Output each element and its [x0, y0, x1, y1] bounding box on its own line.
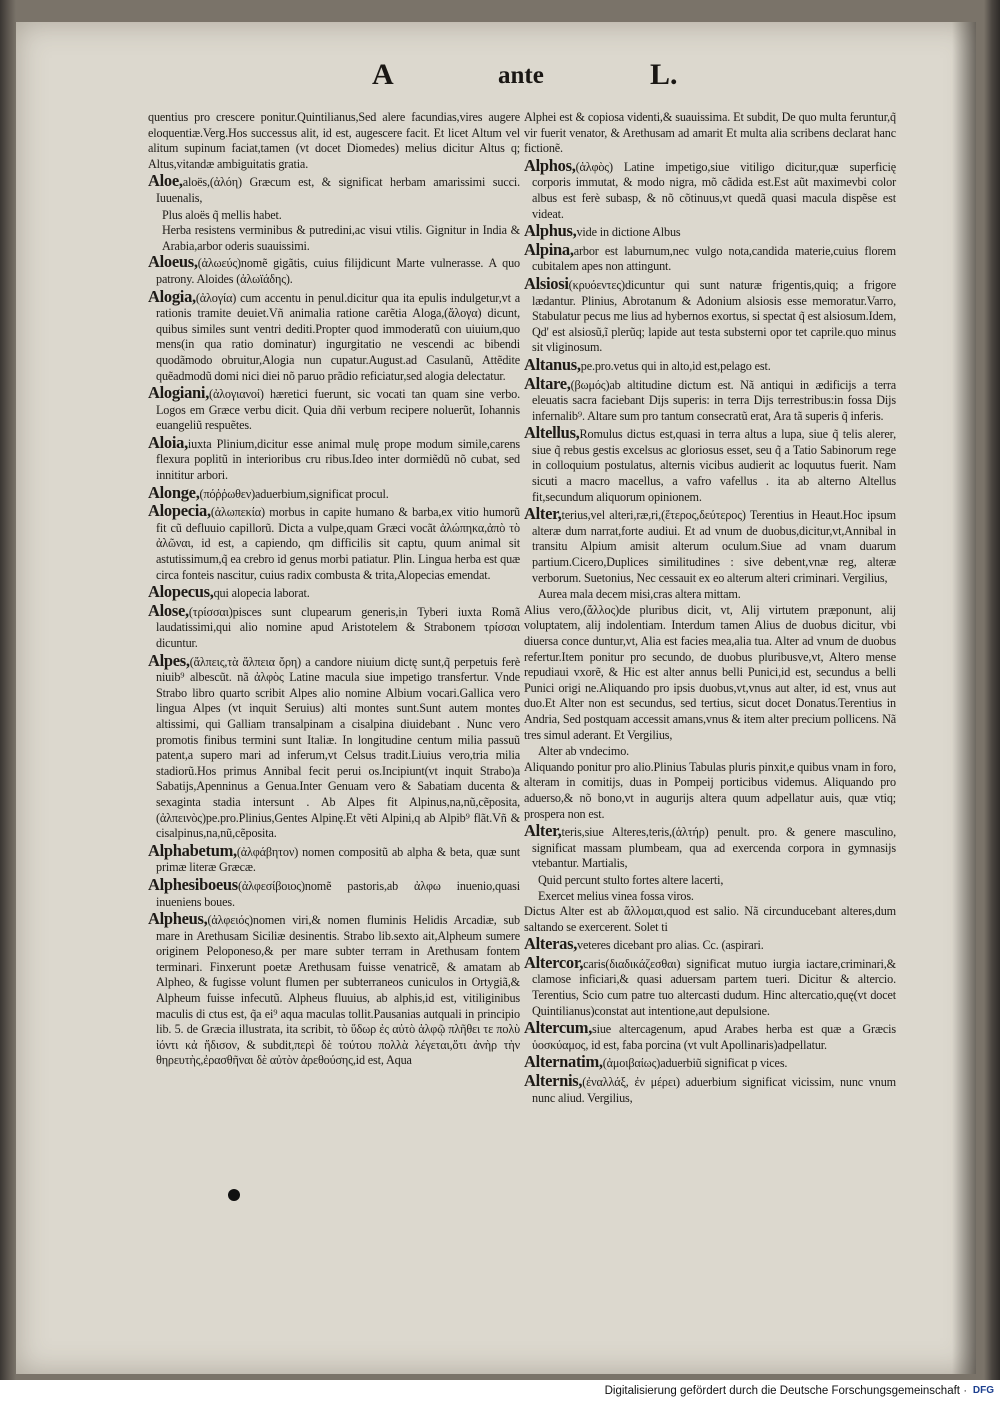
book-page	[16, 22, 976, 1374]
dictionary-entry	[148, 286, 520, 385]
entry-headword: Alogia,	[148, 286, 196, 306]
right-column	[524, 110, 896, 1107]
entry-headword: Aloe,	[148, 171, 183, 191]
dictionary-entry	[524, 936, 896, 954]
dictionary-entry	[524, 952, 896, 1019]
footer-credit: Digitalisierung gefördert durch die Deutsche Forschungsgemeinschaft	[604, 1385, 960, 1397]
entry-text: (ἀλφὸς) Latine impetigo,siue vitiligo dicitur,quæ superficię corporis immutat, & modo nigra, mõ cãdida est.Est aũt maximevbi color albus est ferè subasp, & nõ cõtinuus,vt quedã quasi macula dispẽse est videat.	[532, 159, 896, 221]
dictionary-entry	[148, 503, 520, 583]
ink-blot	[228, 1189, 240, 1201]
dictionary-entry	[148, 874, 520, 910]
entry-text: (ἀλωπεκία) morbus in capite humano & barba,ex vitio humorũ fit cũ defluuio capillorũ. Dicta a vulpe,quam Græci vocãt ἀλώπηκα,ἀπὸ τὸ ἀλῶναι, id est, a capiendo, qm difficilis sit captu, quum animal sit astutissimum,q̃ ea crebro id genus morbi patiatur. Plin. Lingua herba est quæ circa fonteis nascitur, cuius radix combusta & trita,Alopecias emendat.	[156, 505, 520, 582]
entry-text: (ἀλωεύς)nomẽ gigãtis, cuius filijdicunt Marte vulnerasse. A quo patrony. Aloides (ἀλωϊάδης).	[156, 256, 520, 286]
entry-text: aloës,(ἀλόη) Græcum est, & significat herbam amarissimi succi. Iuuenalis,	[156, 175, 520, 205]
running-head-left: A	[372, 58, 394, 91]
entry-text: veteres dicebant pro alias. Cc. (aspirari.	[577, 938, 764, 953]
entry-headword: Altare,	[524, 373, 571, 393]
entry-continuation	[524, 110, 896, 157]
running-head-right: L.	[650, 58, 678, 91]
dictionary-entry	[524, 1054, 896, 1072]
entry-continuation	[148, 110, 520, 172]
dictionary-entry	[148, 385, 520, 434]
dictionary-entry	[524, 273, 896, 356]
entry-continuation	[524, 760, 896, 822]
entry-headword: Alonge,	[148, 482, 200, 502]
dictionary-entry	[148, 650, 520, 842]
entry-text: Dictus Alter est ab ἅλλομαι,quod est salio. Nã circunducebant alteres,dum saltando se exercerent. Solet ti	[524, 904, 896, 934]
entry-text: (ἀλφάβητον) nomen compositũ ab alpha & beta, quæ sunt primæ literæ Græcæ.	[156, 844, 520, 875]
entry-headword: Alternatim,	[524, 1052, 603, 1072]
entry-headword: Alphos,	[524, 155, 576, 175]
entry-continuation	[524, 603, 896, 743]
entry-headword: Aloia,	[148, 432, 188, 452]
entry-headword: Alose,	[148, 600, 189, 620]
entry-text: terius,vel alteri,ræ,ri,(ἕτερος,δεύτερος) Terentius in Heaut.Hoc ipsum alteræ dum narrat,forte audiui. Et ad vnum de duobus,dicitur,vt,Annibal in transitu Alpium amisit alterum oculum.Siue ad vnam duarum partium.Cicero,Duplices similitudines : sive debent,vnæ reg, alteræ verborum. Suetonius, Nec cessauit ex eo alterum alteri criminari. Vergilius,	[532, 508, 896, 585]
dictionary-entry	[524, 239, 896, 275]
entry-text: iuxta Plinium,dicitur esse animal mulę prope modum simile,carens flexura poplitũ in interioribus cru ribus.Ideo inter dormiẽdũ nõ cubat, sed innititur arbori.	[156, 436, 520, 483]
dictionary-entry	[524, 373, 896, 425]
entry-headword: Alternis,	[524, 1071, 583, 1091]
entry-text: teris,siue Alteres,teris,(ἁλτήρ) penult. pro. & genere masculino, significat massam plumbeam, qua ad exercenda corpora in gymnasijs vtebantur. Martialis,	[532, 825, 896, 871]
entry-text: (ἄλπεις,τὰ ἄλπεια ὄρη) a candore niuium dictę sunt,q̃ perpetuis ferè niuib⁹ albescũt. nã ἀλφὸς Latine macula siue impetigo transfertur. Vnde Strabo libro quarto scribit Alpes alio nomine Albium vocari.Gallica vero lingua Alpes (vt inquit Seruius) alti montes sunt.Sunt autem montes altissimi, qui Galliam transalpinam a cisalpina diuidebant . Nunc vero promotis finibus termini sunt Italiæ. In longitudine centum milia passuũ patent,a supero mari ad inferum,vt Celsus tradit.Liuius vero,tria milia stadiorũ.Hos primus Annibal fecit perui os.Incipiunt(vt inquit Strabo)a Sabatijs,Apenninus a Genua.Inter Genuam vero & Sabatiam ducenta & sexaginta stadia intersunt . Ab Alpes fit Alpinus,na,nũ,cẽposita, (ἀλπεινὸς)pe.pro.Plinius,Gentes Alpinę.Et vẽti Alpini,q ab Alpib⁹ flãt.Vñ & cisalpinus,na,nũ,cẽposita.	[156, 654, 520, 841]
quotation-line: Exercet melius vinea fossa viros.	[538, 888, 694, 903]
dictionary-entry	[148, 482, 520, 503]
entry-headword: Alpheus,	[148, 909, 208, 929]
entry-text: vide in dictione Albus	[576, 225, 681, 240]
dictionary-entry	[524, 1020, 896, 1053]
quotation-line: Herba resistens verminibus & putredini,ac visui vtilis. Gignitur in India & Arabia,arbor oderis suauissimi.	[162, 223, 520, 253]
entry-headword: Altellus,	[524, 423, 580, 443]
entry-text: (ἀλογιανοί) hæretici fuerunt, sic vocati tan quam sine verbo. Logos em Græce verbu dicit. Quia dñi verbum recipere noluerũt, Iohannis euangeliũ respuẽtes.	[156, 387, 520, 433]
entry-text: (ἀλφειός)nomen viri,& nomen fluminis Helidis Arcadiæ, sub mare in Arethusam Siciliæ desinentis. Strabo lib.sexto ait,Alpheum sumere originem Peloponeso,& per mare subter terram in Arethusam fontem terminari. Finxerunt poetæ Arethusam fuisse venatricẽ, & amatam ab Alpheo, & fugisse volunt flumen per subterraneos cuniculos in Ortygiã,& Alpheum fuisse infecutũ. Alpheus fluuius, ab alphis,id est, vitiliginibus maculis di ctus est, q̃a ei⁹ aqua maculas tollit.Pausanias autquali in principio lib. 5. de Græcia illustrata, ita scribit, τὸ ὕδωρ ἐς αὐτὸ ἀλφῷ πλῆθει τε πολὺ ἰόντι κἀ ἥδισον, & subdit,περὶ δὲ τούτου πολλὰ λέγεται,ὅτι ἀνὴρ τὴν θηρευτὴς,ἐρασθῆναι δὲ αὐτὸν ἀρεθούσης,id est, Aqua	[156, 913, 520, 1068]
left-column	[148, 110, 520, 1070]
entry-headword: Alteras,	[524, 934, 578, 954]
dictionary-entry	[524, 425, 896, 505]
entry-headword: Altercor,	[524, 952, 584, 972]
entry-headword: Aloeus,	[148, 252, 198, 272]
footer-separator-icon: ·	[963, 1385, 967, 1397]
running-head	[16, 58, 976, 98]
entry-text: Aliquando ponitur pro alio.Plinius Tabulas pluris pinxit,e quibus vnam in foro, alteram in comitijs, duas in Pompeij porticibus videmus. Aliquando pro aduerso,& nõ bono,vt in augurijs altera quum adpellatur auis, quæ vtiq; prospera non est.	[524, 759, 896, 821]
page-edge-shadow	[952, 22, 976, 1374]
entry-text: Alphei est & copiosa videnti,& suauissima. Et subdit, De quo multa feruntur,q̃ vir fuerit venator, & Arethusam ad amarit Et multa alia scribens declarat hanc fictionẽ.	[524, 110, 896, 156]
entry-headword: Alter,	[524, 821, 562, 841]
entry-headword: Alphesiboeus	[148, 874, 238, 894]
dictionary-entry	[148, 600, 520, 652]
quotation-line: Alter ab vndecimo.	[538, 744, 630, 759]
entry-text: (κρυόεντες)dicuntur qui sunt naturæ frigentis,quiq; a frigore lædantur. Plinius, Abrotanum & Adonium alsiosis esse memoratur.Varro, Stabulatur pecus me lius ad hybernos exortus, si spectat q̃ est alsiosum.Idem, Qd' est alsiosũ,ĩ plerũq; lapide aut testa substerni opor tet caprile.quo minus sit vliginosum.	[532, 277, 896, 355]
quotation-line: Plus aloës q̃ mellis habet.	[162, 207, 282, 222]
dictionary-entry	[524, 823, 896, 872]
entry-text: (τρίσσαι)pisces sunt clupearum generis,in Tyberi iuxta Romã laudatissimi,qui alio nomine apud Aristotelem & Strabonem τρίσσαι dicuntur.	[156, 604, 520, 650]
dfg-logo: DFG	[972, 1385, 994, 1396]
entry-headword: Alpes,	[148, 650, 190, 670]
dictionary-entry	[524, 155, 896, 222]
entry-text: siue altercagenum, apud Arabes herba est quæ a Græcis ὑοσκύαμος, id est, faba porcina (vt vult Apollinaris)adpellatur.	[532, 1022, 896, 1052]
dictionary-entry	[524, 1073, 896, 1106]
entry-headword: Alter,	[524, 504, 562, 524]
entry-headword: Alpina,	[524, 239, 574, 259]
entry-text: qui alopecia laborat.	[213, 586, 310, 601]
dictionary-entry	[148, 432, 520, 484]
running-head-center: ante	[498, 62, 544, 89]
entry-text: caris(διαδικάζεσθαι) significat mutuo iurgia iactare,criminari,& clamose inficiari,& quasi aduersam partem tueri. Dicitur & altercio. Terentius, Scio cum patre tuo altercasti dudum. Hinc altercatio,quę(vt docet Quintilianus)constat aut intentione,aut depulsione.	[532, 956, 896, 1018]
footer-bar	[0, 1380, 1000, 1404]
dictionary-entry	[148, 254, 520, 287]
entry-text: Romulus dictus est,quasi in terra altus a lupa, siue q̃ telis alerer, siue q̃ rebus gestis excelsus ac gloriosus esset, seu q̃ a Tatio Sabinorum rege in colloquium postulatus, alternis vicibus audierit ac loquutus fuerit. Nam sicuti a macro macellus, a vafro vafellus . ita ab alterno Altellus fit,secundum aliquorum opinionem.	[532, 427, 896, 504]
dictionary-entry	[524, 506, 896, 586]
dictionary-entry	[524, 354, 896, 375]
quotation-line: Quid percunt stulto fortes altere lacerti,	[538, 872, 724, 887]
entry-headword: Alopecia,	[148, 501, 211, 521]
dictionary-entry	[148, 911, 520, 1069]
entry-text: (ἐναλλάξ, ἐν μέρει) aduerbium significat vicissim, nunc vnum nunc aliud. Vergilius,	[532, 1075, 896, 1105]
dictionary-entry	[148, 173, 520, 206]
entry-text: (βωμός)ab altitudine dictum est. Nã antiqui in ædificijs a terra eleuatis sacra faciebant Dijs superis: in terra Dijs terrestribus:in fossa Dijs infernalib⁹. Altare sum pro tantum consecratũ erat, Ara tã superis q̃ inferis.	[532, 377, 896, 423]
entry-text: (πόῤῥωθεν)aduerbium,significat procul.	[199, 486, 389, 501]
dictionary-entry	[524, 223, 896, 241]
entry-continuation	[524, 904, 896, 935]
entry-text: (ἀμοιβαίως)aduerbiũ significat p vices.	[602, 1056, 788, 1071]
entry-headword: Alsiosi	[524, 273, 569, 293]
entry-text: Alius vero,(ἄλλος)de pluribus dicit, vt, Alij virtutem præponunt, alij voluptatem, alij indolentiam. Interdum tamen Alius de duobus dicitur, vbi diuersa conce duntur,vt, Alia est facies mea,alia tua. Alter ad vnum de duobus refertur.Item ponitur pro secundo, de duobus pluribusve,vt, Altero mense repudiaui vxorẽ, & Hic est alter annus belli Punici,id est, secundus a belli Punici origi ne.Aliquando pro ipsis duobus,vt,vnus aut alter, id est, vnus aut duo.Et Alter non est secundus, sed tertius, sicut docet Donatus.Terentius in Andria, Sed postquam accessit amans,vnus & item alter precium pollicens. Nã tres simul aderant. Et Vergilius,	[524, 602, 896, 742]
entry-headword: Altercum,	[524, 1018, 593, 1038]
entry-headword: Alogiani,	[148, 383, 210, 403]
entry-text: (ἀλφεσίβοιος)nomẽ pastoris,ab ἀλφω inuenio,quasi inueniens boues.	[156, 878, 520, 909]
entry-text: arbor est laburnum,nec vulgo nota,candida materie,cuius florem cubitalem apes non attingunt.	[532, 243, 896, 274]
entry-headword: Alopecus,	[148, 582, 214, 602]
entry-headword: Alphabetum,	[148, 840, 237, 860]
dictionary-entry	[148, 584, 520, 602]
dictionary-entry	[148, 840, 520, 876]
entry-text: quentius pro crescere ponitur.Quintilianus,Sed alere facundias,vires augere eloquentiæ.Verg.Hos successus alit, id est, augescere facit. Et licet Altum vel alitum supinum faciat,tamen (vt docet Diomedes) melius dicitur Altus q; Altus,vitandæ ambiguitatis gratia.	[148, 110, 520, 171]
entry-headword: Altanus,	[524, 354, 581, 374]
quotation-line: Aurea mala decem misi,cras altera mittam.	[538, 587, 741, 602]
entry-headword: Alphus,	[524, 221, 577, 241]
entry-text: (ἀλογία) cum accentu in penul.dicitur qua ita epulis indulgetur,vt a rationis tramite deuiet.Vñ animalia ratione carẽtia Aloga,(ἄλογα) dicunt, quibus similes sunt ventri dediti.Propter quod immoderatũ con uiuium,quo mens(in qua ratio dominatur) ingurgitatio ne vescendi ac bibendi quodãmodo obruitur,Alogia nun cupatur.August.ad Casulanũ, Attẽdite quẽadmodũ domi nici diei nõ paruo prãdio reficiatur,sed alogia delectatur.	[156, 290, 520, 383]
entry-text: pe.pro.vetus qui in alto,id est,pelago est.	[580, 358, 771, 373]
